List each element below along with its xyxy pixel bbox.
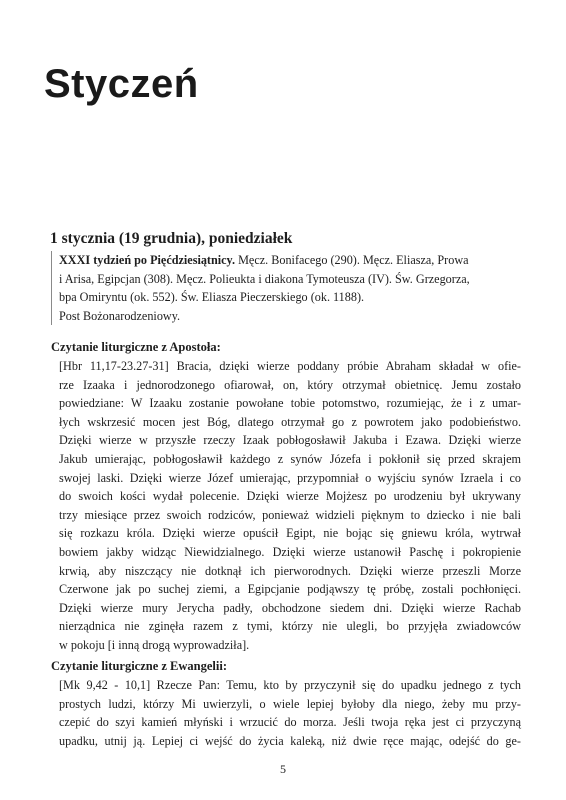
- text-line: swojej laski. Dzięki wierze Józef umierając, przypomniał o wyjściu synów Izraela i co: [59, 470, 521, 485]
- gospel-reading-title: Czytanie liturgiczne z Ewangelii:: [51, 659, 228, 673]
- info-line: bpa Omiryntu (ok. 552). Św. Eliasza Pieczerskiego (ok. 1188).: [59, 290, 365, 304]
- text-line: Czerwone jak po suchej ziemi, a Egipcjanie podjąwszy tę próbę, zostali pochłonięci.: [59, 582, 521, 597]
- text-line: upadku, utnij ją. Lepiej ci wejść do życia kaleką, niż dwie ręce mając, odejść do ge-: [59, 733, 521, 748]
- text-line: krwią, aby niszczący nie dotknął ich pierworodnych. Dzięki wierze przeszli Morze: [59, 563, 521, 578]
- gospel-reading-text: [59, 676, 521, 750]
- text-line: rze Izaaka i jednorodzonego ofiarował, on, który otrzymał obietnicę. Jemu zostało: [59, 377, 521, 392]
- page-number: 5: [280, 762, 286, 776]
- week-label: XXXI tydzień po Pięćdziesiątnicy.: [59, 253, 236, 267]
- apostle-reading-title: Czytanie liturgiczne z Apostoła:: [51, 340, 221, 354]
- text-line: prostych ludzi, którzy Mi uwierzyli, o wiele lepiej byłoby dla niego, żeby mu przy-: [59, 696, 521, 711]
- text-line: czepić do szyi kamień młyński i wrzucić do morza. Jeśli twoja ręka jest ci przyczyną: [59, 715, 521, 730]
- commemorations: [59, 251, 529, 270]
- apostle-reading-text: [59, 357, 521, 655]
- text-line: w pokoju [i inną drogą wyprowadziła].: [59, 637, 250, 652]
- text-line: trzy miesiące przez swoich rodziców, ponieważ widzieli pięknym to dziecko i nie bali: [59, 507, 521, 522]
- text-line: bowiem jakby widząc Niewidzialnego. Dzięki wierze ustanowił Paschę i pokropienie: [59, 544, 521, 559]
- day-header: 1 stycznia (19 grudnia), poniedziałek: [50, 230, 293, 247]
- text-line: Dzięki wierze mury Jerycha padły, obchodzone siedem dni. Dzięki wierze Rachab: [59, 600, 521, 615]
- text-line: powiedziane: W Izaaku zostanie powołane tobie potomstwo, rozumiejąc, że i z umar-: [59, 396, 521, 411]
- text-line: łych wskrzesić mocen jest Bóg, dlatego otrzymał go z powrotem jako podobieństwo.: [59, 414, 521, 429]
- text-line: do swoich kości wydał polecenie. Dzięki wierze Mojżesz po urodzeniu był ukrywany: [59, 489, 521, 504]
- fast-note: Post Bożonarodzeniowy.: [59, 308, 181, 323]
- text-line: [Hbr 11,17-23.27-31] Bracia, dzięki wierze poddany próbie Abraham składał w ofie-: [59, 359, 521, 373]
- info-line: Męcz. Bonifacego (290). Męcz. Eliasza, Prowa: [235, 253, 469, 267]
- text-line: nierządnica nie zginęła razem z tymi, którzy nie ulegli, bo przyjęła zwiadowców: [59, 619, 521, 634]
- text-line: Jakub umierając, pobłogosławił każdego z synów Józefa i pokłonił się przed skrajem: [59, 451, 521, 466]
- day-info: [51, 251, 529, 325]
- info-line: i Arisa, Egipcjan (308). Męcz. Polieukta i diakona Tymoteusza (IV). Św. Grzegorza,: [59, 271, 470, 286]
- text-line: się rozkazu króla. Dzięki wierze opuścił Egipt, nie bojąc się gniewu króla, wytrwał: [59, 526, 521, 541]
- text-line: [Mk 9,42 - 10,1] Rzecze Pan: Temu, kto by przyczynił się do upadku jednego z tych: [59, 678, 521, 692]
- text-line: Dzięki wierze w przyszłe rzeczy Izaak pobłogosławił Jakuba i Ezawa. Dzięki wierze: [59, 433, 521, 448]
- page-title: Styczeń: [44, 62, 199, 106]
